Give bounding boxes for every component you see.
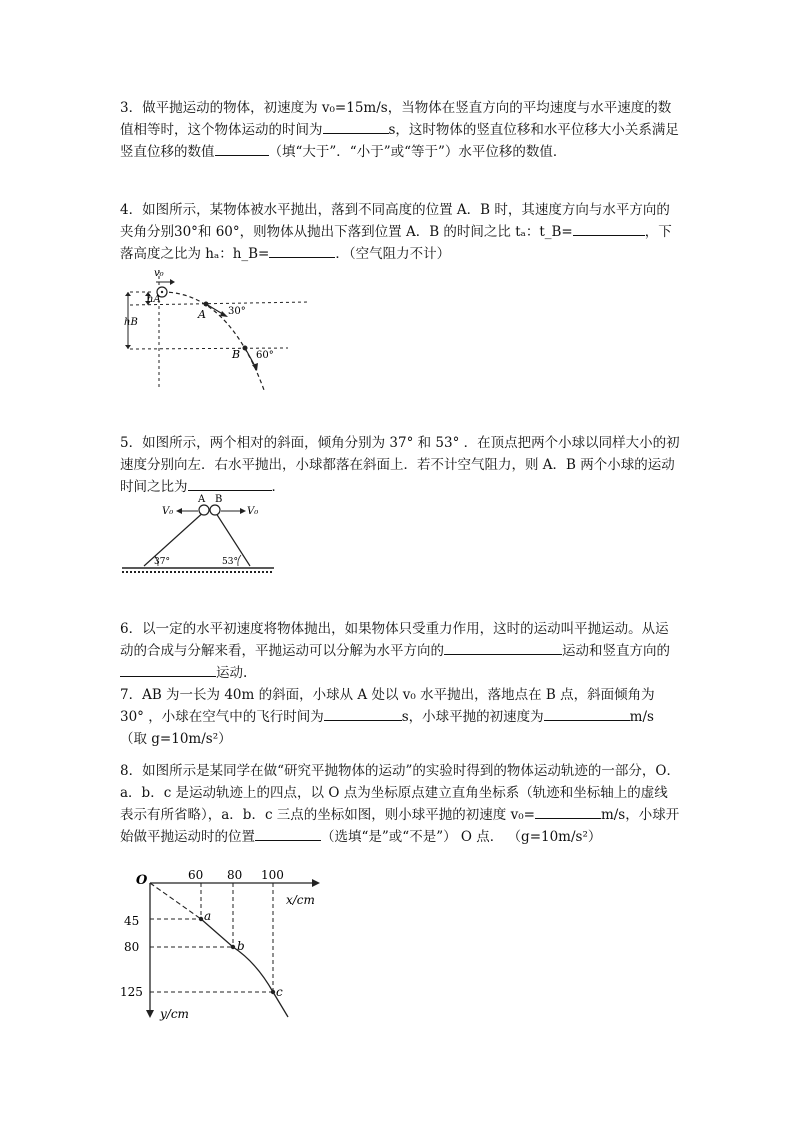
point-b-label: B	[232, 348, 241, 361]
v0-arrowhead	[170, 279, 175, 285]
angle-a-label: 30°	[228, 306, 246, 317]
answer-blank[interactable]	[120, 662, 216, 677]
y-tick-125: 125	[120, 985, 143, 999]
left-velocity-label: V₀	[162, 506, 174, 517]
height-line-b	[130, 348, 288, 349]
y-tick-80: 80	[124, 940, 140, 954]
answer-blank[interactable]	[255, 826, 321, 841]
hB-label: hB	[124, 317, 138, 328]
ball-center	[161, 291, 163, 293]
figure-inclines	[118, 494, 283, 578]
right-velocity-label: V₀	[247, 506, 259, 517]
trajectory-dashed-start	[150, 883, 201, 919]
answer-blank[interactable]	[444, 640, 562, 655]
question-number: 6．	[120, 621, 143, 637]
ball-b	[210, 505, 220, 515]
angle-b-label: 60°	[256, 350, 274, 361]
point-a	[199, 917, 203, 921]
point-a-label: a	[204, 909, 212, 923]
velocity-b-head	[252, 363, 258, 371]
question-3	[120, 97, 680, 163]
question-7-text: 7．AB 为一长为 40m 的斜面，小球从 A 处以 v₀ 水平抛出，落地点在 B 点，斜面倾角为 30° ，小球在空气中的飞行时间为 s，小球平抛的初速度为 m/s （取 g=10m/s²）	[120, 687, 655, 747]
v0-label: v₀	[154, 268, 164, 279]
x-tick-60: 60	[188, 868, 204, 882]
y-axis-label: y/cm	[160, 1007, 189, 1021]
figure-projectile-ab	[118, 264, 318, 406]
velocity-a-head	[220, 311, 228, 317]
point-b	[231, 945, 235, 949]
point-b-label: b	[237, 939, 245, 953]
question-8	[120, 760, 680, 848]
origin-label: O	[136, 873, 148, 888]
answer-blank[interactable]	[324, 706, 402, 721]
angle-right-arc	[238, 555, 241, 566]
ball-a	[199, 505, 209, 515]
question-6-text: 6．以一定的水平初速度将物体抛出，如果物体只受重力作用，这时的运动叫平抛运动。从运动的合成与分解来看，平抛运动可以分解为水平方向的 运动和竖直方向的运动.	[120, 621, 670, 681]
answer-blank[interactable]	[215, 141, 269, 156]
answer-blank[interactable]	[269, 243, 335, 258]
question-number: 5．	[120, 435, 143, 451]
question-number: 7．	[120, 687, 143, 703]
point-a-label: A	[198, 308, 206, 321]
ball-a-label: A	[198, 494, 206, 505]
hA-label: hA	[147, 294, 161, 305]
question-5-text: 5．如图所示，两个相对的斜面，倾角分别为 37° 和 53° ．在顶点把两个小球以同样大小的初速度分别向左．右水平抛出，小球都落在斜面上．若不计空气阻力，则 A．B 两个小球的运动时间之比为 ．	[120, 435, 680, 495]
answer-blank[interactable]	[535, 804, 601, 819]
answer-blank[interactable]	[188, 476, 272, 491]
angle-right-label: 53°	[222, 557, 238, 567]
x-axis-label: x/cm	[286, 893, 315, 907]
question-number: 8．	[120, 763, 143, 779]
question-number: 4．	[120, 202, 143, 218]
question-4	[120, 199, 680, 265]
x-tick-80: 80	[227, 868, 243, 882]
answer-blank[interactable]	[544, 706, 630, 721]
trajectory-curve	[201, 919, 288, 1017]
x-axis-arrow	[312, 879, 320, 887]
point-c-label: c	[276, 985, 283, 999]
point-c	[271, 990, 275, 994]
y-tick-45: 45	[124, 914, 140, 928]
question-3-text: 3．做平抛运动的物体，初速度为 v₀=15m/s，当物体在竖直方向的平均速度与水平速度的数值相等时，这个物体运动的时间为 s，这时物体的竖直位移和水平位移大小关系满足竖直位移的数值 （填“大于”．“小于”或“等于”）水平位移的数值．	[120, 100, 679, 160]
question-number: 3．	[120, 100, 143, 116]
x-tick-100: 100	[261, 868, 284, 882]
right-velocity-head	[240, 508, 246, 514]
hB-arrow-top	[125, 292, 131, 296]
y-axis-arrow	[146, 1010, 154, 1018]
angle-left-label: 37°	[154, 557, 170, 567]
trajectory-curve	[162, 292, 264, 390]
question-4-text: 4．如图所示，某物体被水平抛出，落到不同高度的位置 A．B 时，其速度方向与水平方向的夹角分别30°和 60°，则物体从抛出下落到位置 A．B 的时间之比 tₐ：t_B= ，下落高度之比为 hₐ：h_B= ．（空气阻力不计）	[120, 202, 672, 262]
ball-b-label: B	[215, 494, 223, 505]
question-8-text: 8．如图所示是某同学在做“研究平抛物体的运动”的实验时得到的物体运动轨迹的一部分，O．a．b．c 是运动轨迹上的四点，以 O 点为坐标原点建立直角坐标系（轨迹和坐标轴上的虚线表示有所省略），a．b．c 三点的坐标如图，则小球平抛的初速度 v₀= m/s，小球开始做平抛运动时的位置 （选填“是”或“不是”） O 点． （g=10m/s²）	[120, 763, 680, 845]
left-velocity-head	[176, 508, 182, 514]
answer-blank[interactable]	[573, 221, 645, 236]
figure-trajectory-grid	[118, 862, 333, 1027]
question-6	[120, 618, 680, 684]
answer-blank[interactable]	[323, 119, 389, 134]
question-7	[120, 684, 680, 750]
hB-arrow-bottom	[125, 345, 131, 349]
question-5	[120, 432, 680, 498]
